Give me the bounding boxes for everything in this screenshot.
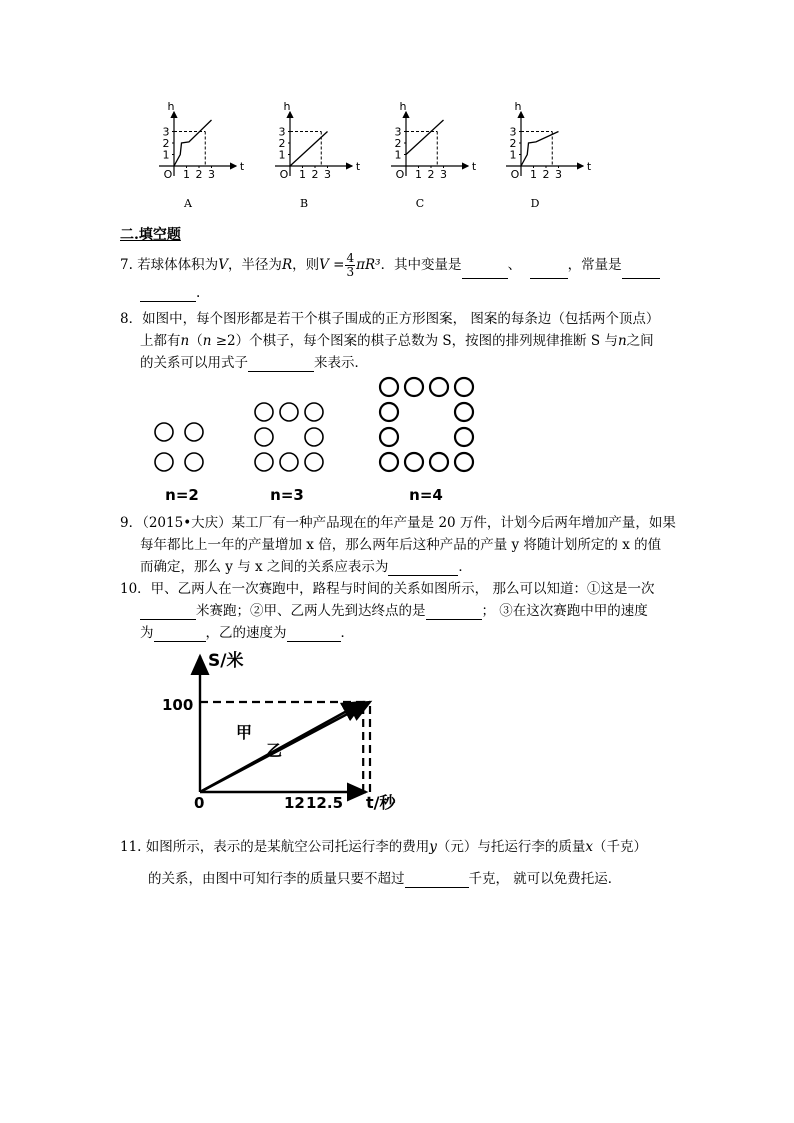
- label-n2: n=2: [165, 486, 199, 504]
- chess-piece: [380, 453, 398, 471]
- race-xtick-12: 12: [284, 794, 305, 812]
- q10-line1: 10．甲、乙两人在一次赛跑中，路程与时间的关系如图所示， 那么可以知道：①这是一次: [120, 581, 655, 597]
- y-tick-label: 3: [162, 125, 170, 139]
- q8-line2: 上都有n（n ≥2）个棋子，每个图案的棋子总数为 S，按图的排列规律推断 S 与n之间: [140, 333, 654, 349]
- label-n4: n=4: [409, 486, 443, 504]
- answer-blank[interactable]: [287, 627, 341, 642]
- caption-a: A: [184, 197, 192, 210]
- y-tick-label: 2: [394, 137, 402, 150]
- x-tick-label: 3: [555, 168, 562, 181]
- graph-line-a: [174, 120, 212, 166]
- caption-d: D: [530, 197, 540, 210]
- chess-piece: [305, 428, 323, 446]
- y-tick-label: 3: [394, 125, 402, 139]
- origin-label: O: [279, 168, 289, 181]
- origin-label: O: [395, 168, 405, 181]
- y-tick-label: 2: [509, 137, 517, 150]
- answer-blank[interactable]: [388, 561, 458, 576]
- x-tick-label: 2: [542, 168, 550, 181]
- answer-blank[interactable]: [154, 627, 206, 642]
- answer-blank[interactable]: [530, 264, 568, 279]
- q11-line1: 11. 如图所示，表示的是某航空公司托运行李的费用y（元）与托运行李的质量x（千克）: [120, 839, 648, 855]
- chess-piece: [305, 403, 323, 421]
- q10-line2: 米赛跑；②甲、乙两人先到达终点的是 ； ③在这次赛跑中甲的速度: [140, 602, 648, 620]
- chess-piece: [255, 403, 273, 421]
- axis-label-t: t: [239, 160, 245, 173]
- y-tick-label: 3: [509, 125, 517, 139]
- caption-b: B: [299, 197, 309, 210]
- axis-label-h: h: [283, 100, 291, 113]
- series-line-yi: [200, 702, 370, 792]
- y-tick-label: 3: [278, 125, 286, 139]
- q9-line3: 而确定，那么 y 与 x 之间的关系应表示为 ．: [140, 559, 472, 575]
- option-graphs: [0, 100, 794, 215]
- x-tick-label: 1: [530, 168, 537, 181]
- chess-piece: [280, 403, 298, 421]
- chess-piece: [455, 428, 473, 446]
- axis-label-t: t: [355, 160, 361, 173]
- chess-piece: [185, 453, 203, 471]
- x-tick-label: 3: [208, 168, 215, 181]
- race-chart: [150, 642, 410, 822]
- race-ylabel: S/米: [208, 651, 244, 671]
- answer-blank[interactable]: [140, 605, 196, 620]
- race-ytick-100: 100: [162, 696, 194, 714]
- section-title: 二.填空题: [120, 227, 181, 243]
- chess-patterns-figure: [140, 372, 500, 512]
- y-tick-label: 1: [509, 148, 517, 162]
- x-tick-label: 3: [440, 168, 447, 181]
- caption-c: C: [415, 197, 425, 210]
- answer-blank[interactable]: [426, 605, 482, 620]
- chess-piece: [255, 453, 273, 471]
- q8-line3: 的关系可以用式子 来表示．: [140, 355, 368, 371]
- chess-piece: [405, 378, 423, 396]
- chess-piece: [380, 403, 398, 421]
- axis-label-h: h: [399, 100, 407, 113]
- answer-blank[interactable]: [622, 264, 660, 279]
- origin-label: O: [510, 168, 520, 181]
- x-tick-label: 1: [415, 168, 422, 181]
- chess-piece: [255, 428, 273, 446]
- chess-piece: [430, 453, 448, 471]
- question-7: 7. 若球体体积为V，半径为R，则V = $\frac{4}{3}$ πR³．其中变量是 、 ，常量是: [120, 252, 660, 279]
- x-tick-label: 1: [183, 168, 190, 181]
- x-tick-label: 3: [324, 168, 331, 181]
- y-tick-label: 2: [278, 137, 286, 150]
- y-tick-label: 1: [162, 148, 170, 162]
- chess-piece: [380, 428, 398, 446]
- answer-blank[interactable]: [248, 357, 314, 372]
- x-tick-label: 1: [299, 168, 306, 181]
- axis-label-t: t: [471, 160, 477, 173]
- q9-line2: 每年都比上一年的产量增加 x 倍，那么两年后这种产品的产量 y 将随计划所定的 x 的值: [140, 537, 662, 553]
- graph-line-c: [406, 120, 444, 155]
- chess-piece: [305, 453, 323, 471]
- series-label-yi: 乙: [266, 741, 283, 760]
- race-xlabel: t/秒: [366, 793, 396, 812]
- q8-line1: 8．如图中，每个图形都是若干个棋子围成的正方形图案， 图案的每条边（包括两个顶点）: [120, 311, 660, 327]
- answer-blank[interactable]: [405, 873, 469, 888]
- chess-piece: [155, 453, 173, 471]
- graph-line-b: [290, 132, 328, 167]
- x-tick-label: 2: [195, 168, 203, 181]
- label-n3: n=3: [270, 486, 304, 504]
- chess-piece: [455, 403, 473, 421]
- x-tick-label: 2: [427, 168, 435, 181]
- chess-piece: [455, 378, 473, 396]
- chess-piece: [185, 423, 203, 441]
- chess-piece: [280, 453, 298, 471]
- q11-line2: 的关系，由图中可知行李的质量只要不超过 千克， 就可以免费托运．: [148, 871, 622, 887]
- chess-piece: [455, 453, 473, 471]
- origin-label: O: [163, 168, 173, 181]
- graph-line-d: [521, 132, 559, 167]
- axis-label-t: t: [586, 160, 592, 173]
- answer-blank[interactable]: [140, 287, 196, 302]
- axis-label-h: h: [167, 100, 175, 113]
- q7-number: 7.: [120, 257, 133, 273]
- y-tick-label: 2: [162, 137, 170, 150]
- chess-piece: [430, 378, 448, 396]
- race-origin: 0: [194, 794, 205, 812]
- axis-label-h: h: [514, 100, 522, 113]
- answer-blank[interactable]: [462, 264, 508, 279]
- chess-piece: [405, 453, 423, 471]
- q9-line1: 9．（2015•大庆）某工厂有一种产品现在的年产量是 20 万件，计划今后两年增加产量，如果: [120, 515, 676, 531]
- q10-line3: 为 ，乙的速度为 ．: [140, 625, 354, 641]
- series-label-jia: 甲: [236, 723, 253, 742]
- chess-piece: [380, 378, 398, 396]
- formula-fraction: $\frac{4}{3}$: [346, 251, 355, 279]
- x-tick-label: 2: [311, 168, 319, 181]
- chess-piece: [155, 423, 173, 441]
- y-tick-label: 1: [394, 148, 402, 162]
- race-xtick-12-5: 12.5: [306, 794, 344, 812]
- y-tick-label: 1: [278, 148, 286, 162]
